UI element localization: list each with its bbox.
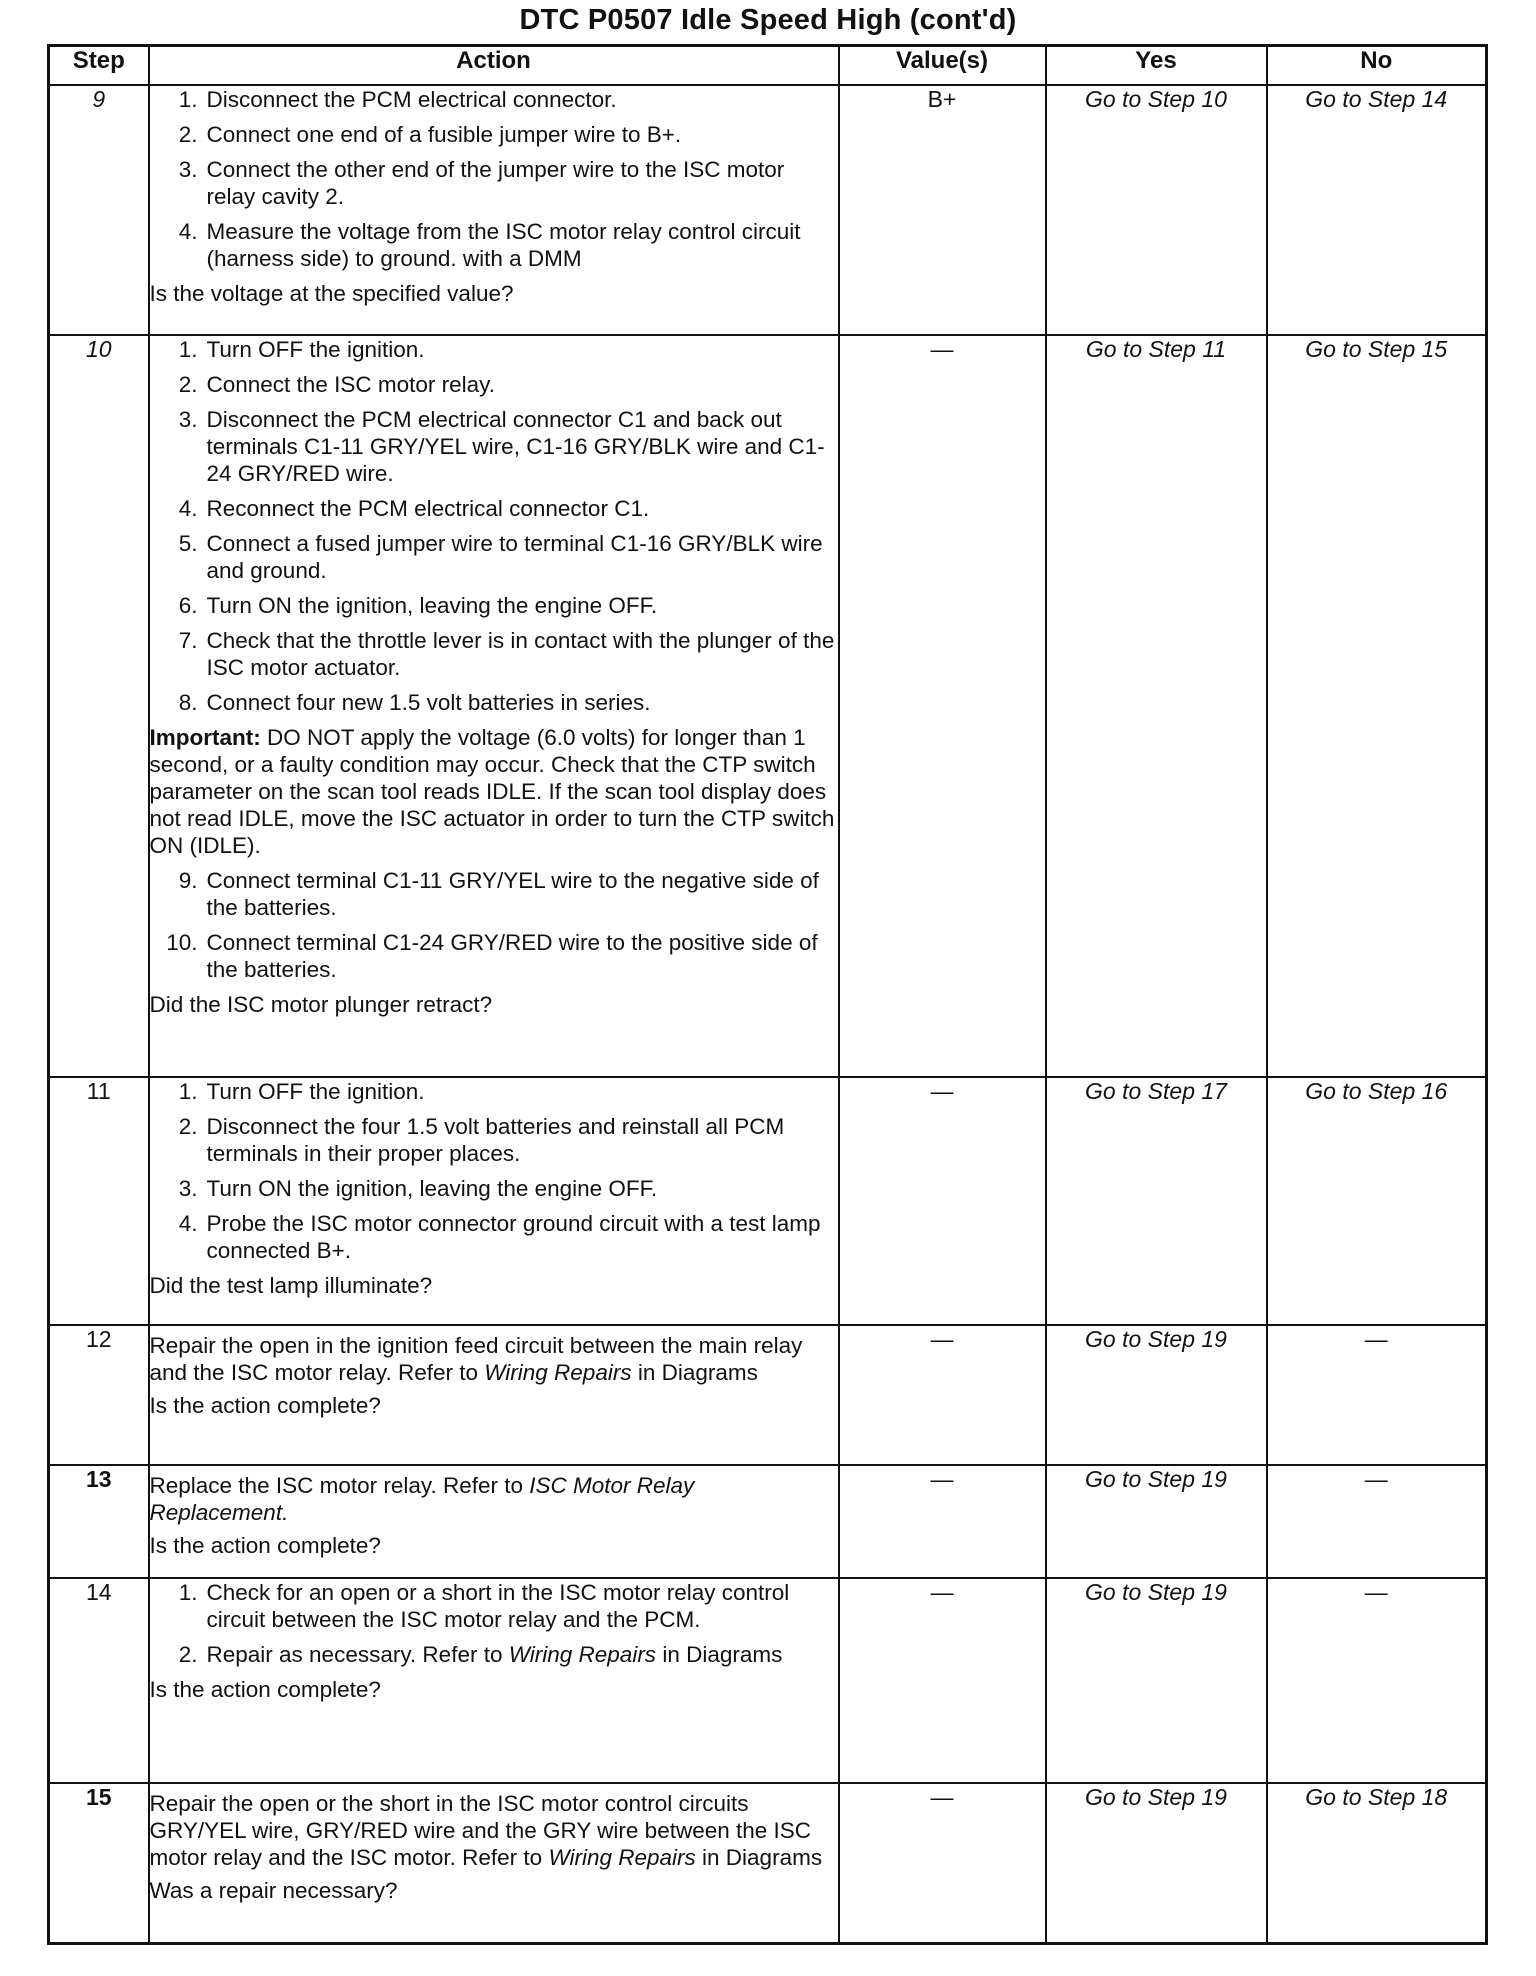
yes-cell: Go to Step 10 — [1046, 85, 1267, 335]
page-title: DTC P0507 Idle Speed High (cont'd) — [519, 4, 1017, 36]
action-paragraph: Replace the ISC motor relay. Refer to ISC Motor Relay Replacement. — [149, 1473, 695, 1525]
action-item: 4. Measure the voltage from the ISC motor relay control circuit (harness side) to ground. with a DMM — [178, 219, 801, 271]
table-row — [49, 1783, 1487, 1944]
table-row — [49, 335, 1487, 1077]
important-note — [150, 724, 838, 859]
step-number: 12 — [49, 1325, 149, 1465]
action-cell — [149, 1578, 839, 1783]
action-cell — [149, 1465, 839, 1578]
step-number: 9 — [49, 85, 149, 335]
action-cell — [149, 1077, 839, 1325]
reference-link: ISC Motor Relay Replacement. — [149, 1473, 695, 1525]
no-cell: — — [1267, 1325, 1487, 1465]
value-cell: — — [839, 1465, 1046, 1578]
action-item: 1. Disconnect the PCM electrical connector. — [178, 87, 617, 112]
table-header-row — [49, 46, 1487, 86]
action-item: 5. Connect a fused jumper wire to terminal C1-16 GRY/BLK wire and ground. — [178, 531, 823, 583]
value-cell: B+ — [839, 85, 1046, 335]
action-item: 3. Turn ON the ignition, leaving the engine OFF. — [178, 1176, 658, 1201]
action-question: Is the action complete? — [149, 1533, 381, 1558]
action-item: 2. Connect one end of a fusible jumper wire to B+. — [178, 122, 682, 147]
action-item: 6. Turn ON the ignition, leaving the engine OFF. — [178, 593, 658, 618]
action-item: 1. Turn OFF the ignition. — [178, 337, 425, 362]
header-step: Step — [49, 46, 149, 86]
action-item: 8. Connect four new 1.5 volt batteries in series. — [178, 690, 651, 715]
action-item: 1. Turn OFF the ignition. — [178, 1079, 425, 1104]
header-action: Action — [149, 46, 839, 86]
step-number: 11 — [49, 1077, 149, 1325]
action-cell — [149, 1325, 839, 1465]
header-values: Value(s) — [839, 46, 1046, 86]
value-cell: — — [839, 1783, 1046, 1944]
no-cell: Go to Step 14 — [1267, 85, 1487, 335]
action-cell — [149, 1783, 839, 1944]
table-row — [49, 85, 1487, 335]
step-number: 14 — [49, 1578, 149, 1783]
table-row — [49, 1325, 1487, 1465]
action-cell — [149, 335, 839, 1077]
no-cell: — — [1267, 1465, 1487, 1578]
yes-cell: Go to Step 19 — [1046, 1783, 1267, 1944]
table-row — [49, 1465, 1487, 1578]
action-question: Was a repair necessary? — [149, 1878, 398, 1903]
action-item: 4. Probe the ISC motor connector ground circuit with a test lamp connected B+. — [178, 1211, 821, 1263]
step-number: 15 — [49, 1783, 149, 1944]
action-item: 3. Connect the other end of the jumper wire to the ISC motor relay cavity 2. — [178, 157, 785, 209]
action-item: 2. Repair as necessary. Refer to Wiring Repairs in Diagrams — [178, 1642, 783, 1667]
header-yes: Yes — [1046, 46, 1267, 86]
yes-cell: Go to Step 19 — [1046, 1325, 1267, 1465]
action-item: 9. Connect terminal C1-11 GRY/YEL wire to the negative side of the batteries. — [178, 868, 819, 920]
action-item: 7. Check that the throttle lever is in contact with the plunger of the ISC motor actuator. — [178, 628, 835, 680]
action-item: 2. Connect the ISC motor relay. — [178, 372, 495, 397]
action-question: Did the test lamp illuminate? — [149, 1273, 433, 1298]
action-item: 3. Disconnect the PCM electrical connector C1 and back out terminals C1-11 GRY/YEL wire, C1-16 GRY/BLK wire and C1-24 GRY/RED wire. — [178, 407, 825, 486]
no-cell: Go to Step 15 — [1267, 335, 1487, 1077]
action-item: 10. Connect terminal C1-24 GRY/RED wire to the positive side of the batteries. — [166, 930, 818, 982]
action-paragraph: Repair the open or the short in the ISC motor control circuits GRY/YEL wire, GRY/RED wire and the GRY wire between the ISC motor relay and the ISC motor. Refer to Wiring Repairs in Diagrams — [149, 1791, 823, 1870]
header-no: No — [1267, 46, 1487, 86]
action-item: 1. Check for an open or a short in the ISC motor relay control circuit between the ISC motor relay and the PCM. — [178, 1580, 790, 1632]
no-cell: Go to Step 18 — [1267, 1783, 1487, 1944]
step-number: 13 — [49, 1465, 149, 1578]
value-cell: — — [839, 1077, 1046, 1325]
value-cell: — — [839, 1325, 1046, 1465]
table-row — [49, 1077, 1487, 1325]
table-row — [49, 1578, 1487, 1783]
yes-cell: Go to Step 19 — [1046, 1465, 1267, 1578]
important-label: Important: — [149, 725, 261, 750]
important-text: DO NOT apply the voltage (6.0 volts) for longer than 1 second, or a faulty condition may occur. Check that the CTP switch parameter on the scan tool reads IDLE. If the scan tool display does not read IDLE, move the ISC actuator in order to turn the CTP switch ON (IDLE). — [149, 725, 835, 858]
value-cell: — — [839, 335, 1046, 1077]
yes-cell: Go to Step 19 — [1046, 1578, 1267, 1783]
action-cell — [149, 85, 839, 335]
action-paragraph: Repair the open in the ignition feed circuit between the main relay and the ISC motor relay. Refer to Wiring Repairs in Diagrams — [149, 1333, 803, 1385]
action-item: 2. Disconnect the four 1.5 volt batteries and reinstall all PCM terminals in their proper places. — [178, 1114, 785, 1166]
yes-cell: Go to Step 17 — [1046, 1077, 1267, 1325]
no-cell: — — [1267, 1578, 1487, 1783]
diagnostic-table — [47, 44, 1488, 1945]
yes-cell: Go to Step 11 — [1046, 335, 1267, 1077]
reference-link: Wiring Repairs — [548, 1845, 696, 1870]
value-cell: — — [839, 1578, 1046, 1783]
step-number: 10 — [49, 335, 149, 1077]
action-question: Did the ISC motor plunger retract? — [149, 992, 493, 1017]
reference-link: Wiring Repairs — [484, 1360, 632, 1385]
action-question: Is the action complete? — [149, 1393, 381, 1418]
action-question: Is the voltage at the specified value? — [149, 281, 514, 306]
action-item: 4. Reconnect the PCM electrical connector C1. — [178, 496, 650, 521]
no-cell: Go to Step 16 — [1267, 1077, 1487, 1325]
reference-link: Wiring Repairs — [508, 1642, 657, 1667]
action-question: Is the action complete? — [149, 1677, 381, 1702]
